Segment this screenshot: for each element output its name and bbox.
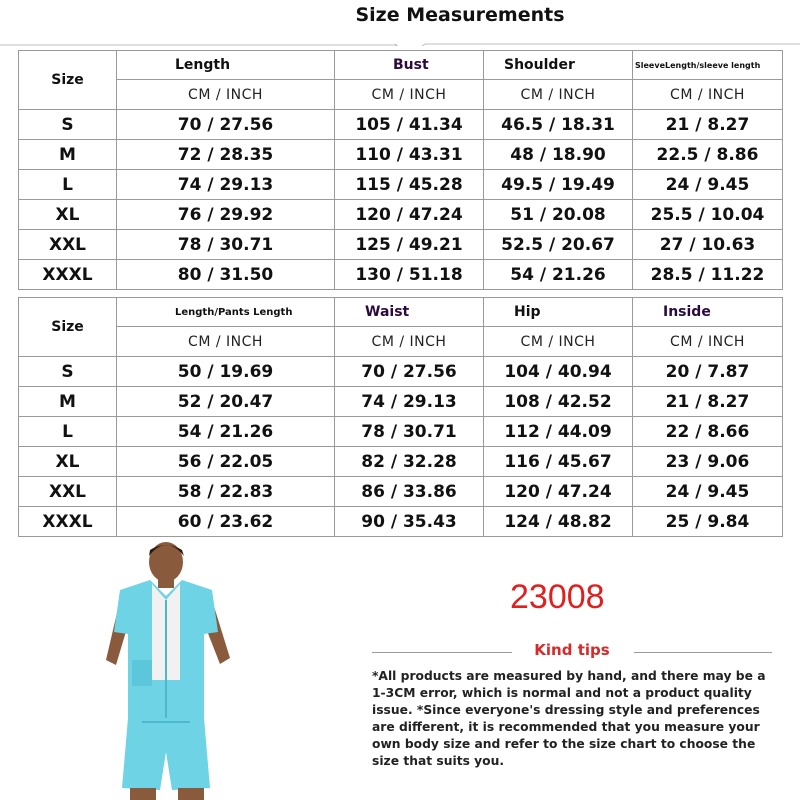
measurement-cell: 25 / 9.84 (633, 507, 783, 537)
unit-label: CM / INCH (117, 327, 335, 357)
kind-tips-text: *All products are measured by hand, and there may be a 1-3CM error, which is normal and not a product quality issue. *Since everyone's dressing style and preferences are different, it is recommended that you measure your own body size and refer to the size chart to choose the size that suits you. (372, 669, 766, 768)
measurement-cell: 21 / 8.27 (633, 110, 783, 140)
measurement-cell: 22.5 / 8.86 (633, 140, 783, 170)
title-divider (0, 30, 800, 46)
measurement-cell: 21 / 8.27 (633, 387, 783, 417)
unit-label: CM / INCH (335, 80, 484, 110)
kind-tips-label: Kind tips (534, 641, 610, 659)
table-row (19, 507, 783, 537)
measurement-cell: 27 / 10.63 (633, 230, 783, 260)
measurement-cell: 108 / 42.52 (484, 387, 633, 417)
measurement-cell: 112 / 44.09 (484, 417, 633, 447)
measurement-cell: 50 / 19.69 (117, 357, 335, 387)
measurement-cell: 124 / 48.82 (484, 507, 633, 537)
size-header: Size (19, 298, 117, 357)
size-cell: XXL (19, 477, 117, 507)
unit-label: CM / INCH (117, 80, 335, 110)
table-row (19, 230, 783, 260)
measurement-cell: 115 / 45.28 (335, 170, 484, 200)
measurement-cell: 76 / 29.92 (117, 200, 335, 230)
measurement-cell: 54 / 21.26 (484, 260, 633, 290)
table-bottom-body (19, 357, 783, 537)
unit-label: CM / INCH (633, 80, 783, 110)
measurement-cell: 110 / 43.31 (335, 140, 484, 170)
size-table-bottom (18, 297, 783, 537)
size-cell: XXL (19, 230, 117, 260)
measurement-cell: 80 / 31.50 (117, 260, 335, 290)
size-cell: M (19, 387, 117, 417)
table-row (19, 200, 783, 230)
size-cell: XL (19, 200, 117, 230)
measurement-cell: 74 / 29.13 (335, 387, 484, 417)
measurement-cell: 82 / 32.28 (335, 447, 484, 477)
size-cell: L (19, 417, 117, 447)
col-header-sleeve: SleeveLength/sleeve length (633, 51, 783, 80)
model-wearing-light-blue-shirt-and-shorts-icon (106, 542, 230, 800)
measurement-cell: 78 / 30.71 (335, 417, 484, 447)
measurement-cell: 78 / 30.71 (117, 230, 335, 260)
measurement-cell: 52.5 / 20.67 (484, 230, 633, 260)
size-cell: L (19, 170, 117, 200)
size-cell: S (19, 357, 117, 387)
measurement-cell: 28.5 / 11.22 (633, 260, 783, 290)
measurement-cell: 56 / 22.05 (117, 447, 335, 477)
measurement-cell: 49.5 / 19.49 (484, 170, 633, 200)
kind-tips-header (372, 640, 772, 664)
table-row (19, 477, 783, 507)
model-photo (80, 540, 260, 800)
measurement-cell: 125 / 49.21 (335, 230, 484, 260)
measurement-cell: 54 / 21.26 (117, 417, 335, 447)
measurement-cell: 51 / 20.08 (484, 200, 633, 230)
measurement-cell: 25.5 / 10.04 (633, 200, 783, 230)
measurement-cell: 60 / 23.62 (117, 507, 335, 537)
size-cell: XXXL (19, 260, 117, 290)
col-header-bust: Bust (335, 51, 484, 80)
table-row (19, 260, 783, 290)
measurement-cell: 72 / 28.35 (117, 140, 335, 170)
measurement-cell: 22 / 8.66 (633, 417, 783, 447)
col-header-pants-length: Length/Pants Length (117, 298, 335, 327)
size-cell: S (19, 110, 117, 140)
size-cell: M (19, 140, 117, 170)
measurement-cell: 23 / 9.06 (633, 447, 783, 477)
size-cell: XL (19, 447, 117, 477)
size-cell: XXXL (19, 507, 117, 537)
size-header: Size (19, 51, 117, 110)
page-title-wrap (330, 4, 590, 26)
col-header-hip: Hip (484, 298, 633, 327)
measurement-cell: 52 / 20.47 (117, 387, 335, 417)
table-row (19, 417, 783, 447)
table-row (19, 357, 783, 387)
unit-label: CM / INCH (484, 327, 633, 357)
size-table-top (18, 50, 783, 290)
unit-label: CM / INCH (633, 327, 783, 357)
col-header-shoulder: Shoulder (484, 51, 633, 80)
unit-label: CM / INCH (484, 80, 633, 110)
measurement-cell: 120 / 47.24 (484, 477, 633, 507)
table-row (19, 387, 783, 417)
measurement-cell: 130 / 51.18 (335, 260, 484, 290)
measurement-cell: 120 / 47.24 (335, 200, 484, 230)
table-row (19, 140, 783, 170)
measurement-cell: 24 / 9.45 (633, 170, 783, 200)
measurement-cell: 48 / 18.90 (484, 140, 633, 170)
table-row (19, 170, 783, 200)
product-code: 23008 (510, 578, 605, 616)
measurement-cell: 58 / 22.83 (117, 477, 335, 507)
measurement-cell: 24 / 9.45 (633, 477, 783, 507)
table-row (19, 110, 783, 140)
table-row (19, 447, 783, 477)
table-top-body (19, 110, 783, 290)
measurement-cell: 116 / 45.67 (484, 447, 633, 477)
measurement-cell: 90 / 35.43 (335, 507, 484, 537)
col-header-waist: Waist (335, 298, 484, 327)
measurement-cell: 70 / 27.56 (335, 357, 484, 387)
unit-label: CM / INCH (335, 327, 484, 357)
measurement-cell: 86 / 33.86 (335, 477, 484, 507)
page-title: Size Measurements (355, 4, 565, 26)
measurement-cell: 105 / 41.34 (335, 110, 484, 140)
measurement-cell: 74 / 29.13 (117, 170, 335, 200)
measurement-cell: 20 / 7.87 (633, 357, 783, 387)
measurement-cell: 46.5 / 18.31 (484, 110, 633, 140)
col-header-length: Length (117, 51, 335, 80)
measurement-cell: 70 / 27.56 (117, 110, 335, 140)
col-header-inside: Inside (633, 298, 783, 327)
measurement-cell: 104 / 40.94 (484, 357, 633, 387)
